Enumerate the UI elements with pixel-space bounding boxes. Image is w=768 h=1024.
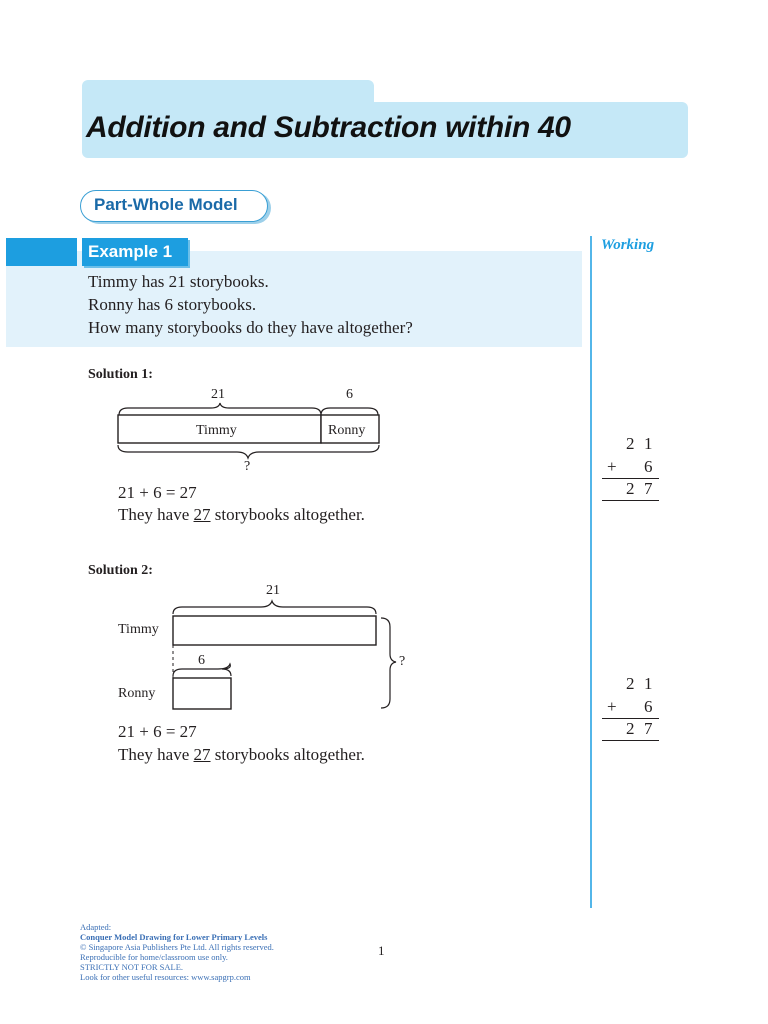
sentence-end: storybooks altogether. <box>214 505 365 524</box>
sentence-start: They have <box>118 505 190 524</box>
footer-line: Look for other useful resources: www.sapgrp.com <box>80 972 251 982</box>
part2-brace <box>321 408 378 415</box>
whole-brace <box>118 445 379 458</box>
example-line: Timmy has 21 storybooks. <box>88 272 269 291</box>
total-brace <box>381 618 396 708</box>
working-heading: Working <box>601 237 655 253</box>
solution-2-answer-sentence <box>118 744 365 766</box>
digit: 7 <box>644 479 653 498</box>
digit: 2 <box>626 719 635 738</box>
footer-line: Conquer Model Drawing for Lower Primary Levels <box>80 932 268 942</box>
timmy-bar <box>173 616 376 645</box>
digit: 1 <box>644 674 653 693</box>
example-accent-bar <box>6 238 77 266</box>
timmy-brace <box>173 601 376 614</box>
plus-sign: + <box>607 697 617 716</box>
digit: 1 <box>644 434 653 453</box>
digit: 2 <box>626 674 635 693</box>
timmy-name: Timmy <box>118 622 159 637</box>
example-line: How many storybooks do they have altogether? <box>88 318 413 337</box>
answer-value: 27 <box>193 745 211 764</box>
sentence-end: storybooks altogether. <box>214 745 365 764</box>
sentence-start: They have <box>118 745 190 764</box>
working-2-result-row <box>602 718 658 740</box>
digit: 6 <box>644 697 653 716</box>
timmy-label: Timmy <box>196 423 237 438</box>
ronny-label: Ronny <box>328 423 366 438</box>
answer-value: 27 <box>193 505 211 524</box>
digit: 2 <box>626 479 635 498</box>
whole-question: ? <box>244 459 251 474</box>
footer-line: Reproducible for home/classroom use only. <box>80 952 228 962</box>
digit: 6 <box>644 457 653 476</box>
working-divider <box>590 236 592 908</box>
part1-value: 21 <box>211 387 225 402</box>
digit: 7 <box>644 719 653 738</box>
footer-line: Adapted: <box>80 922 112 932</box>
page-title: Addition and Subtraction within 40 <box>86 111 571 144</box>
total-question: ? <box>399 654 406 669</box>
working-1-bottom-rule <box>602 500 659 501</box>
working-2-top-row <box>602 673 658 695</box>
footer-line: STRICTLY NOT FOR SALE. <box>80 962 184 972</box>
page-number: 1 <box>378 943 385 958</box>
ronny-bar <box>173 678 231 709</box>
working-1-top-row <box>602 433 658 455</box>
solution-1-answer-sentence <box>118 504 365 526</box>
working-1-addend-row <box>602 456 658 478</box>
solution-1-equation: 21 + 6 = 27 <box>118 483 197 502</box>
digit: 2 <box>626 434 635 453</box>
example-line: Ronny has 6 storybooks. <box>88 295 257 314</box>
working-1-result-row <box>602 478 658 500</box>
plus-sign: + <box>607 457 617 476</box>
working-2-addend-row <box>602 696 658 718</box>
solution-1-heading: Solution 1: <box>88 367 153 382</box>
example-label: Example 1 <box>88 242 173 261</box>
part1-brace <box>119 403 321 415</box>
solution-2-equation: 21 + 6 = 27 <box>118 722 197 741</box>
working-2-bottom-rule <box>602 740 659 741</box>
section-heading: Part-Whole Model <box>94 195 238 214</box>
ronny-name: Ronny <box>118 686 156 701</box>
footer-line: © Singapore Asia Publishers Pte Ltd. All rights reserved. <box>80 942 274 952</box>
part2-value: 6 <box>346 387 353 402</box>
ronny-value: 6 <box>198 653 205 668</box>
timmy-value: 21 <box>266 583 280 598</box>
solution-2-heading: Solution 2: <box>88 563 153 578</box>
